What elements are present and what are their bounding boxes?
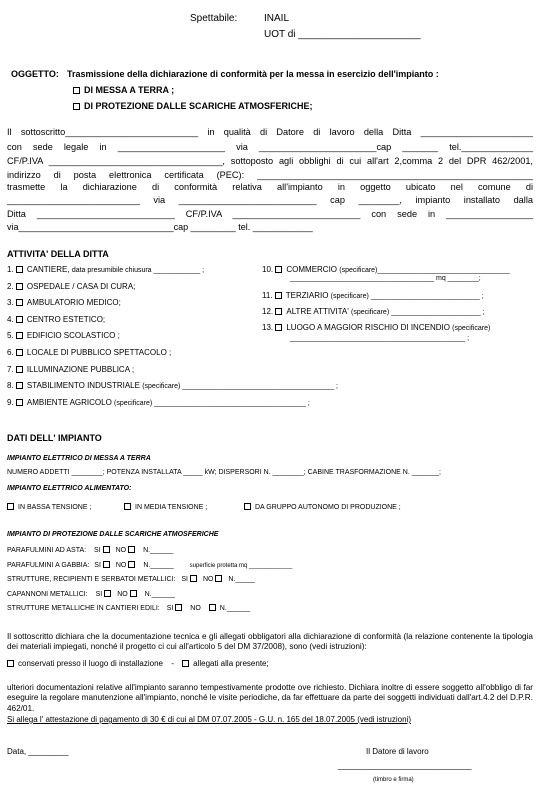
lightning-row[interactable]: CAPANNONI METALLICI: SI NO N.______ [7,591,175,598]
checkbox-icon[interactable] [7,660,14,667]
activity-item[interactable]: 11. TERZIARIO (specificare) ____________________________ ; [262,291,484,300]
activity-item[interactable]: 10. COMMERCIO (specificare)__________________________________ [262,265,510,274]
activity-item[interactable]: 6. LOCALE DI PUBBLICO SPETTACOLO ; [7,348,172,357]
checkbox-icon[interactable] [7,503,14,510]
declaration-line[interactable]: via_______________________________cap _________ tel. ____________ [7,222,313,232]
addressee-office: UOT di ______________________ [264,29,421,40]
checkbox-icon[interactable] [275,324,282,331]
checkbox-icon[interactable] [73,103,80,110]
supply-option[interactable]: IN BASSA TENSIONE ; [7,503,91,511]
declaration-line[interactable]: Il sottoscritto__________________________ in qualità di Datore di lavoro della Ditta ______________________ [7,127,533,137]
checkbox-icon[interactable] [275,308,282,315]
lightning-row[interactable]: PARAFULMINI AD ASTA: SI NO N.______ [7,547,174,554]
checkbox-icon[interactable] [209,604,216,611]
checkbox-icon[interactable] [190,575,197,582]
signature-line[interactable]: ______________________________ [338,761,472,770]
declaration-line[interactable]: indirizzo di posta elettronica certificata (PEC): ______________________________________________________ [7,170,533,180]
checkbox-icon[interactable] [104,590,111,597]
lightning-row[interactable]: STRUTTURE METALLICHE IN CANTIERI EDILI: SI NO N.______ [7,605,251,612]
activity-item[interactable]: 2. OSPEDALE / CASA DI CURA; [7,282,136,291]
section-title-plant: DATI DELL' IMPIANTO [7,433,102,443]
declaration-line[interactable]: __________________________ via ___________________________ cap ________, impianto installato dalla [7,195,533,205]
activity-item[interactable]: 5. EDIFICIO SCOLASTICO ; [7,331,120,340]
activity-item-continuation[interactable]: _____________________________________ mq ________; [290,275,481,282]
date-field[interactable]: Data, _________ [7,747,69,756]
declaration-line[interactable]: CF/P.IVA __________________________________, sottoposto agli obblighi di cui all'art 2,comma 2 del DPR 462/2001, [7,156,533,166]
checkbox-icon[interactable] [215,575,222,582]
checkbox-icon[interactable] [128,561,135,568]
declaration-line[interactable]: con sede legale in _____________________ via _______________________cap _______ tel.______________ [7,142,533,152]
activity-item[interactable]: 9. AMBIENTE AGRICOLO (specificare) _______________________________________ ; [7,398,310,407]
checkbox-icon[interactable] [16,266,23,273]
checkbox-icon[interactable] [275,292,282,299]
declaration-line[interactable]: trasmette la dichiarazione di conformità relativa all'impianto in oggetto ubicato nel comune di [7,182,533,192]
subsection-title-earth: IMPIANTO ELETTRICO DI MESSA A TERRA [7,455,151,462]
checkbox-icon[interactable] [175,604,182,611]
checkbox-icon[interactable] [244,503,251,510]
checkbox-icon[interactable] [16,283,23,290]
checkbox-icon[interactable] [16,399,23,406]
checkbox-icon[interactable] [130,590,137,597]
further-documentation-statement: ulteriori documentazioni relative all'impianto saranno tempestivamente prodotte ove richiesto. Dichiara inoltre di essere soggetto all'obbligo di far eseguire la regolare manutenzione all'impianto, nonché le visite periodiche, da far effettuare da parte dei soggetti individuati dall'art.4.2 del D.P.R. 462/01. [7,683,533,713]
supply-option[interactable]: DA GRUPPO AUTONOMO DI PRODUZIONE ; [244,503,401,511]
checkbox-icon[interactable] [275,266,282,273]
activity-item[interactable]: 1. CANTIERE, data presumibile chiusura ____________ ; [7,265,205,274]
section-title-activity: ATTIVITA' DELLA DITTA [7,249,109,259]
signer-label: Il Datore di lavoro [366,747,429,756]
declaration-line[interactable]: Ditta ___________________________ CF/P.IVA _________________________ con sede in _________________ [7,209,533,219]
documentation-statement: Il sottoscritto dichiara che la documentazione tecnica e gli allegati obbligatori alla dichiarazione di conformità (la relazione contenente la tipologia dei materiali impiegati, nonché il progetto ci cui all'articolo 5 del DM 37/2008), sono (vedi istruzioni): [7,632,533,652]
activity-item[interactable]: 12. ALTRE ATTIVITA' (specificare) _______________________ ; [262,307,485,316]
checkbox-icon[interactable] [16,349,23,356]
stamp-and-signature-note: (timbro e firma) [373,777,414,783]
checkbox-icon[interactable] [16,382,23,389]
activity-item-continuation[interactable]: _____________________________________________ ; [290,335,470,342]
lightning-row[interactable]: STRUTTURE, RECIPIENTI E SERBATOI METALLICI: SI NO N._____ [7,576,255,583]
activity-item[interactable]: 3. AMBULATORIO MEDICO; [7,298,121,307]
checkbox-icon[interactable] [128,546,135,553]
checkbox-icon[interactable] [16,366,23,373]
activity-item[interactable]: 4. CENTRO ESTETICO; [7,315,106,324]
lightning-row[interactable]: PARAFULMINI A GABBIA: SI NO N.______ superficie protetta mq _____________ [7,562,293,569]
documentation-options[interactable]: conservati presso il luogo di installazione - allegati alla presente; [7,659,269,668]
subject-option-lightning[interactable]: DI PROTEZIONE DALLE SCARICHE ATMOSFERICHE; [73,101,313,111]
addressee-label: Spettabile: [190,13,238,24]
payment-statement: Si allega l' attestazione di pagamento di 30 € di cui al DM 07.07.2005 - G.U. n. 165 del 18.07.2005 (vedi istruzioni) [7,715,411,724]
subsection-title-supply: IMPIANTO ELETTRICO ALIMENTATO: [7,485,132,492]
checkbox-icon[interactable] [73,87,80,94]
earth-data-line[interactable]: NUMERO ADDETTI ________; POTENZA INSTALLATA _____ kW; DISPERSORI N. ________; CABINE TRASFORMAZIONE N. _______; [7,469,441,476]
checkbox-icon[interactable] [103,546,110,553]
checkbox-icon[interactable] [124,503,131,510]
activity-item[interactable]: 8. STABILIMENTO INDUSTRIALE (specificare) _______________________________________ ; [7,381,338,390]
supply-option[interactable]: IN MEDIA TENSIONE ; [124,503,207,511]
checkbox-icon[interactable] [16,299,23,306]
checkbox-icon[interactable] [16,332,23,339]
subject-text: Trasmissione della dichiarazione di conformità per la messa in esercizio dell'impianto : [67,69,439,79]
checkbox-icon[interactable] [103,561,110,568]
checkbox-icon[interactable] [16,316,23,323]
activity-item[interactable]: 13. LUOGO A MAGGIOR RISCHIO DI INCENDIO (specificare) [262,323,491,332]
subsection-title-lightning: IMPIANTO DI PROTEZIONE DALLE SCARICHE ATMOSFERICHE [7,531,219,538]
checkbox-icon[interactable] [182,660,189,667]
subject-label: OGGETTO: [11,69,59,79]
addressee-name: INAIL [264,13,290,24]
subject-option-earth[interactable]: DI MESSA A TERRA ; [73,85,174,95]
activity-item[interactable]: 7. ILLUMINAZIONE PUBBLICA ; [7,365,135,374]
